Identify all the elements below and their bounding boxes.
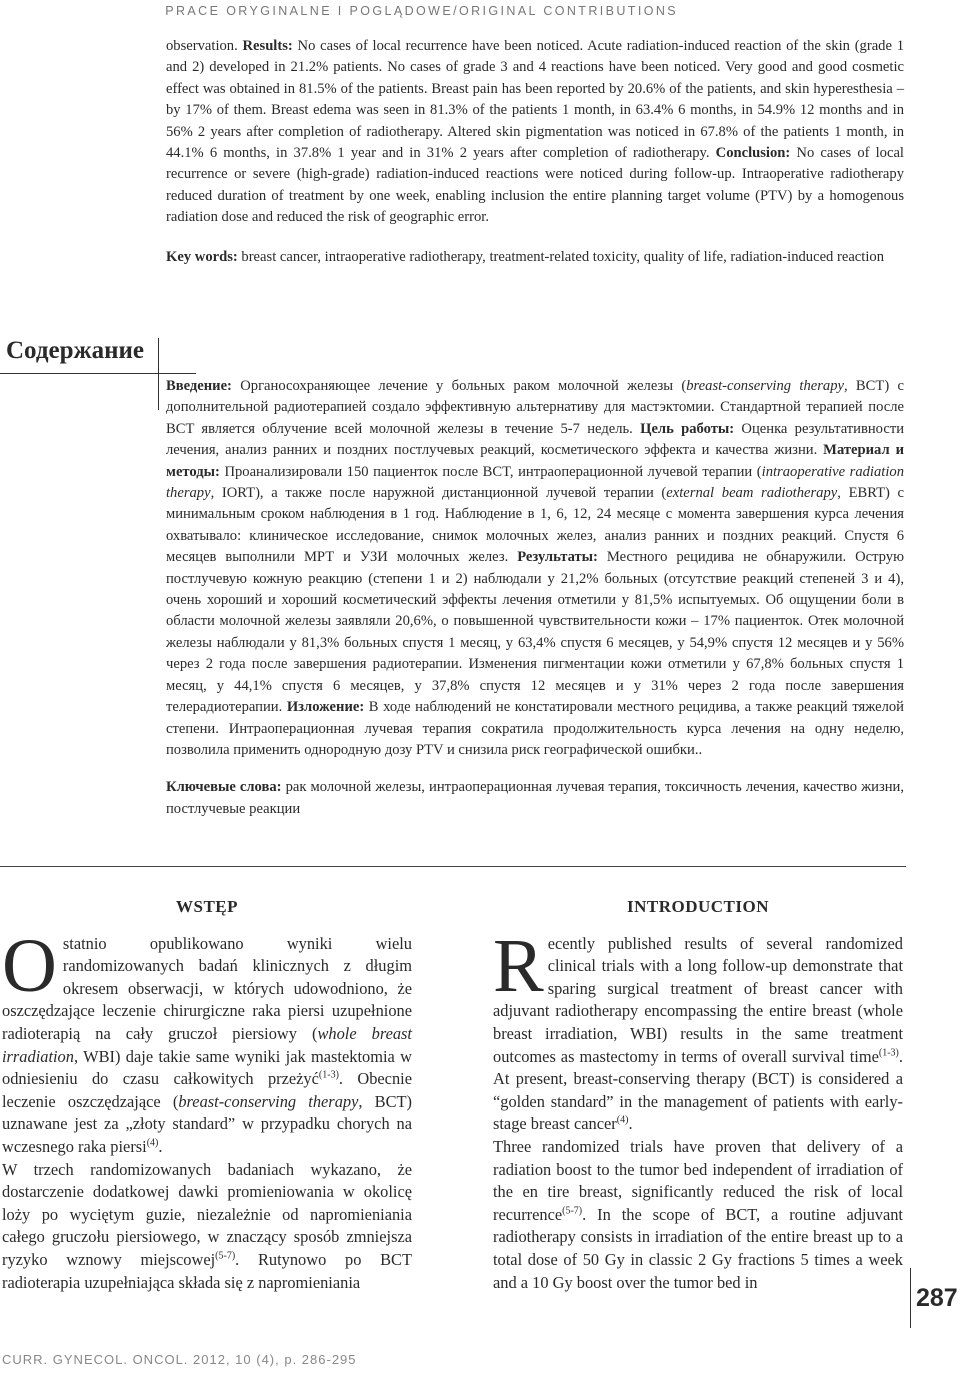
section-divider	[0, 866, 906, 867]
intro-text: Органосохраняющее лечение у больных раком молочной железы (	[231, 378, 687, 394]
polish-paragraph-1	[2, 923, 412, 1159]
keywords-text: breast cancer, intraoperative radiotherapy, treatment-related toxicity, quality of life, radiation-induced reaction	[237, 248, 884, 265]
russian-abstract-body	[166, 376, 904, 761]
abstract-text: observation.	[166, 38, 243, 54]
polish-text: W trzech randomizowanych badaniach wykazano, że dostarczenie dodatkowej dawki promieniowania w okolicę loży po wyciętym guzie, niezależnie od napromieniania całego gruczołu piersiowego, w znaczący sposób zmniejsza ryzyko wznowy miejscowej	[2, 1159, 412, 1269]
english-abstract	[166, 36, 904, 268]
ru-keywords-label: Ключевые слова:	[166, 779, 282, 796]
methods-text: Проанализировали 150 пациенток после BCT, интраоперационной лучевой терапии (	[219, 463, 762, 480]
keywords-label: Key words:	[166, 248, 238, 265]
polish-text: . Rutynowo po BCT radioterapia uzupełniająca składa się z napromieniania	[2, 1249, 412, 1292]
citation: (4)	[616, 1114, 629, 1126]
polish-column	[2, 896, 412, 1294]
english-keywords	[166, 247, 904, 268]
results-text: No cases of local recurrence have been noticed. Acute radiation-induced reaction of the skin (grade 1 and 2) developed in 21.2% patients. No cases of grade 3 and 4 reactions have been noticed. Very good and good cosmetic effect was obtained in 81.5% of the patients. Breast pain has been reported by 20.6% of the patients, and skin hyperesthesia – by 17% of them. Breast edema was seen in 81.3% of the patients 1 month, in 63.4% 6 months, in 54.9% 12 months and in 56% 2 years after completion of radiotherapy. Altered skin pigmentation was noticed in 67.8% of the patients 1 month, in 44.1% 6 months, in 37.8% 1 year and in 31% 2 years after completion of radiotherapy.	[166, 38, 905, 162]
polish-text: statnio opublikowano wyniki wielu randomizowanych badań klinicznych z długim okresem obserwacji, w których udowodniono, że oszczędzające leczenie chirurgiczne raka piersi uzupełnione radioterapią na cały gruczoł piersiowy (	[2, 933, 412, 1043]
page-number-tick	[910, 1268, 911, 1328]
ru-conclusion-label: Изложение:	[286, 699, 365, 716]
journal-footer: CURR. GYNECOL. ONCOL. 2012, 10 (4), p. 286-295	[2, 1352, 357, 1367]
abstract-body	[166, 36, 904, 229]
methods-text-2: , IORT), а также после наружной дистанционной лучевой терапии (	[210, 485, 667, 502]
citation: (5-7)	[215, 1250, 236, 1262]
intro-text-2: , BCT) с дополнительной радиотерапией создало эффективную альтернативу для мастэктомии. Стандартной терапией после BCT является облучение всей молочной железы в течение 5-7 недель.	[166, 378, 904, 437]
english-paragraph-1	[493, 923, 903, 1136]
ru-results-label: Результаты:	[517, 549, 598, 566]
running-head: PRACE ORYGINALNE I POGLĄDOWE/ORIGINAL CONTRIBUTIONS	[165, 4, 678, 18]
section-label-rule	[0, 373, 196, 374]
ru-keywords-text: рак молочной железы, интраоперационная лучевая терапия, токсичность лечения, качество жизни, постлучевые реакции	[166, 779, 904, 817]
english-text: . In the scope of BCT, a routine adjuvant radiotherapy consists in irradiation of the entire breast up to a total dose of 50 Gy in classic 2 Gy fractions 5 times a week and a 10 Gy boost over the tumor bed in	[493, 1204, 903, 1292]
methods-text-3: , EBRT) с минимальным сроком наблюдения в 1 год. Наблюдение в 1, 6, 12, 24 месяце с момента завершения курса лечения охватывало: клиническое исследование, снимок молочных желез, анализ ранних и поздних реакций. Спустя 6 месяцев выполнили МРТ и УЗИ молочных желез.	[166, 485, 904, 566]
polish-text: , WBI) daje takie same wyniki jak mastektomia w odniesieniu do czasu całkowitych przeżyć	[2, 1046, 412, 1089]
polish-heading: WSTĘP	[175, 897, 239, 916]
citation: (1-3)	[318, 1069, 339, 1081]
ru-conclusion-text: В ходе наблюдений не констатировали местного рецидива, а также реакций тяжелой степени. Интраоперационная лучевая терапия сократила продолжительность курса лечения на одну неделю, позволила применить однородную дозу PTV и снизила риск географической ошибки..	[166, 699, 904, 758]
english-paragraph-2	[493, 1136, 903, 1294]
section-label-tick	[158, 338, 159, 410]
english-text: ecently published results of several randomized clinical trials with a long follow-up demonstrate that sparing surgical treatment of breast cancer with adjuvant radiotherapy encompassing the entire breast (whole breast irradiation, WBI) results in the same treatment outcomes as mastectomy in terms of overall survival time	[493, 933, 903, 1066]
methods-italic: intraoperative radiation therapy	[166, 463, 904, 502]
polish-paragraph-2	[2, 1159, 412, 1295]
page-number: 287	[916, 1284, 958, 1312]
english-dropcap: R	[493, 923, 544, 1008]
conclusion-text: No cases of local recurrence or severe (high-grade) radiation-induced reactions were noticed during follow-up. Intraoperative radiotherapy reduced duration of treatment by one week, enabling inclusion the entire planning target volume (PTV) by a homogenous radiation dose and reduced the risk of geographic error.	[166, 145, 904, 226]
polish-text: . Obecnie leczenie oszczędzające (	[2, 1069, 412, 1111]
ru-results-text: Местного рецидива не обнаружили. Острую постлучевую кожную реакцию (степени 1 и 2) наблюдали у 21,2% больных (отсутствие реакций степеней 3 и 4), очень хороший и хороший косметический эффекты лечения отметили у 81,5% испытуемых. Об ощущении боли в области молочной железы заявляли 20,6%, о повышенной чувствительности кожи – 17% пациенток. Отек молочной железы наблюдали у 81,3% больных спустя 1 месяц, у 63,4% спустя 6 месяцев, у 54,9% спустя 12 месяцев и у 56% через 2 года после завершения радиотерапии. Изменения пигментации кожи отметили у 67,8% больных спустя 1 месяц, у 44,1% спустя 6 месяцев, у 37,8% спустя 12 месяцев и у 31% через 2 года после завершения телерадиотерапии.	[166, 549, 904, 716]
conclusion-label: Conclusion:	[715, 145, 791, 162]
russian-keywords	[166, 777, 904, 820]
results-label: Results:	[242, 38, 293, 54]
english-heading: INTRODUCTION	[626, 897, 770, 916]
citation: (1-3)	[878, 1047, 899, 1059]
citation: (5-7)	[562, 1205, 583, 1217]
polish-text: , BCT) uznawane jest za „złoty standard” w przypadku chorych na wczesnego raka piersi	[2, 1091, 412, 1156]
aim-label: Цель работы:	[640, 420, 735, 437]
methods-label: Материал и методы:	[166, 442, 904, 480]
russian-abstract	[166, 376, 904, 820]
intro-italic: breast-conserving therapy	[686, 378, 844, 394]
english-column	[493, 896, 903, 1294]
citation: (4)	[146, 1137, 159, 1149]
intro-label: Введение:	[166, 378, 232, 394]
english-text: Three randomized trials have proven that delivery of a radiation boost to the tumor bed independent of irradiation of the en tire breast, significantly reduced the risk of local recurrence	[493, 1136, 903, 1224]
aim-text: Оценка результативности лечения, анализ ранних и поздних постлучевых реакций, косметического эффекта и качества жизни.	[166, 420, 905, 459]
polish-italic: breast-conserving therapy	[178, 1091, 359, 1111]
methods-italic-2: external beam radiotherapy	[666, 485, 838, 502]
section-label: Содержание	[6, 337, 145, 364]
english-text: . At present, breast-conserving therapy (BCT) is considered a “golden standard” in the management of patients with early-stage breast cancer	[493, 1046, 903, 1134]
polish-text: .	[158, 1136, 163, 1156]
polish-italic: whole breast irradiation	[2, 1023, 412, 1066]
english-text: .	[628, 1114, 633, 1134]
polish-dropcap: O	[2, 923, 57, 1008]
